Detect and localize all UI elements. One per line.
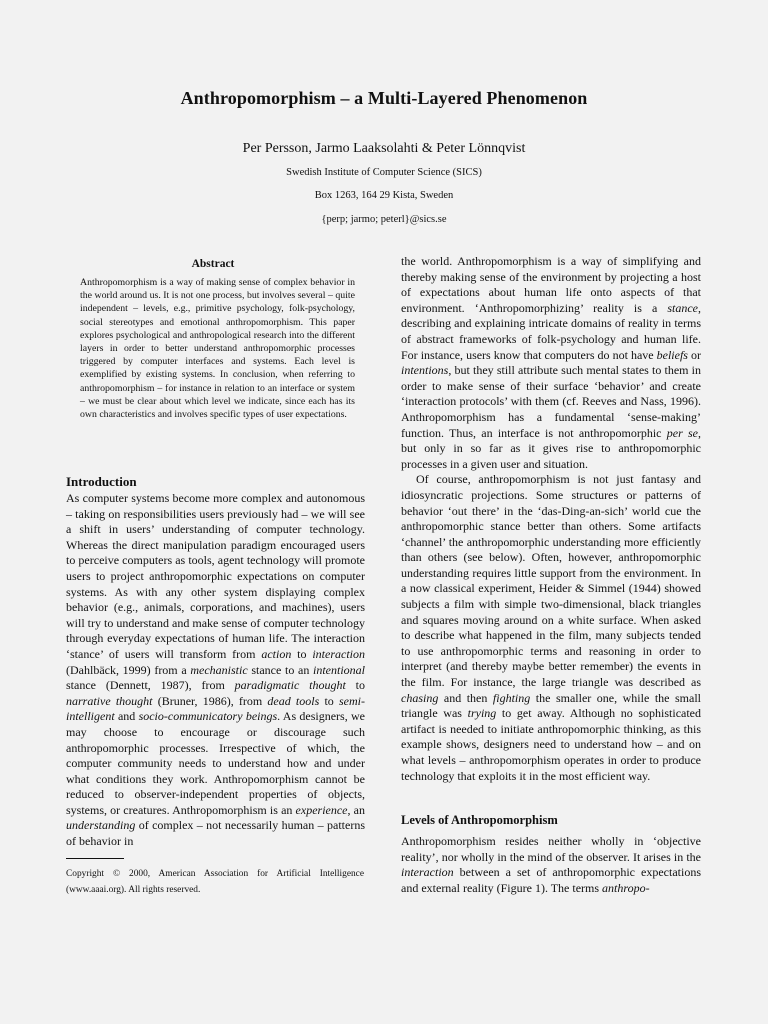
email: {perp; jarmo; peterl}@sics.se [321, 214, 447, 225]
introduction-heading: Introduction [66, 474, 137, 489]
right-column-text [401, 254, 701, 784]
paragraph: the world. Anthropomorphism is a way of simplifying and thereby making sense of the environment by projecting a host of expectations about human life onto aspects of that environment. ‘Anthropomorphizing’ reality is a stance, describing and explaining intricate domains of reality in terms of abstract frameworks of folk-psychology and human life. For instance, users know that computers do not have beliefs or intentions, but they still attribute such mental states to them in order to make sense of their surface ‘behavior’ and create ‘interaction protocols’ with them (cf. Reeves and Nass, 1996). Anthropomorphism has a fundamental ‘sense-making’ function. Thus, an interface is not anthropomorphic per se, but only in so far as it gives rise to anthropomorphic processes in a given user and situation. [401, 254, 702, 471]
copyright-notice: Copyright © 2000, American Association for Artificial Intelligence (www.aaai.org). All rights reserved. [66, 869, 364, 895]
address: Box 1263, 164 29 Kista, Sweden [314, 190, 454, 201]
paragraph: Of course, anthropomorphism is not just fantasy and idiosyncratic projections. Some structures or patterns of behavior ‘out there’ in the ‘das-Ding-an-sich’ world cue the anthropomorphic stance better than others. Some artifacts ‘channel’ the anthropomorphic understanding more efficiently than others (see below). Often, however, anthropomorphic understanding requires little support from the environment. In a now classical experiment, Heider & Simmel (1944) showed subjects a film with simple two-dimensional, black triangles and squares moving around on a white surface. When asked to describe what happened in the film, many subjects tended to use anthropomorphic terms and reasoning in order to interpret (and thereby maybe better remember) the events in the film. For instance, the large triangle was described as chasing and then fighting the smaller one, while the small triangle was trying to get away. Although no sophisticated artifact is needed to initiate anthropomorphic thinking, as this example shows, designers need to understand how – and on what levels – anthropomorphism operates in order to produce technology that exploits it in the most efficient way. [401, 472, 702, 783]
introduction-text: As computer systems become more complex and autonomous – taking on responsibilities users previously had – we will see a shift in users’ understanding of computer technology. Whereas the direct manipulation paradigm encouraged users to perceive computers as tools, agent technology will promote users to project anthropomorphic expectations on computer systems. As with any other system displaying complex behavior (e.g., animals, corporations, and machines), users will try to understand and make sense of computer technology through everyday expectations of human life. The interaction ‘stance’ of users will transform from action to interaction (Dahlbäck, 1999) from a mechanistic stance to an intentional stance (Dennett, 1987), from paradigmatic thought to narrative thought (Bruner, 1986), from dead tools to semi-intelligent and socio-communicatory beings. As designers, we may choose to encourage or discourage such anthropomorphic processes. Irrespective of which, the computer community needs to understand how and under what conditions they work. Anthropomorphism cannot be reduced to observer-independent properties of objects, systems, or creatures. Anthropomorphism is an experience, an understanding of complex – not necessarily human – patterns of behavior in [66, 491, 365, 849]
abstract-text: Anthropomorphism is a way of making sense of complex behavior in the world around us. It is not one process, but involves several – quite independent – levels, e.g., primitive psychology, folk-psychology, social stereotypes and emotional anthropomorphism. This paper explores psychological and anthropological research into the different layers in order to better understand anthropomorphic processes triggered by computer interfaces and systems. Each level is exemplified by existing systems. In conclusion, when referring to anthropomorphism – for instance in relation to an interface or system – we must be clear about which level we indicate, since each has its own characteristics and involves specific types of user expectations. [80, 277, 355, 421]
levels-heading: Levels of Anthropomorphism [401, 813, 558, 827]
levels-text: Anthropomorphism resides neither wholly in ‘objective reality’, nor wholly in the mind of the observer. It arises in the interaction between a set of anthropomorphic expectations and external reality (Figure 1). The terms anthropo- [401, 834, 701, 895]
abstract-heading: Abstract [191, 258, 235, 270]
author-list: Per Persson, Jarmo Laaksolahti & Peter Lönnqvist [242, 141, 526, 156]
paper-title: Anthropomorphism – a Multi-Layered Phenomenon [180, 88, 588, 108]
footnote-rule [66, 858, 124, 859]
affiliation: Swedish Institute of Computer Science (SICS) [286, 167, 482, 178]
